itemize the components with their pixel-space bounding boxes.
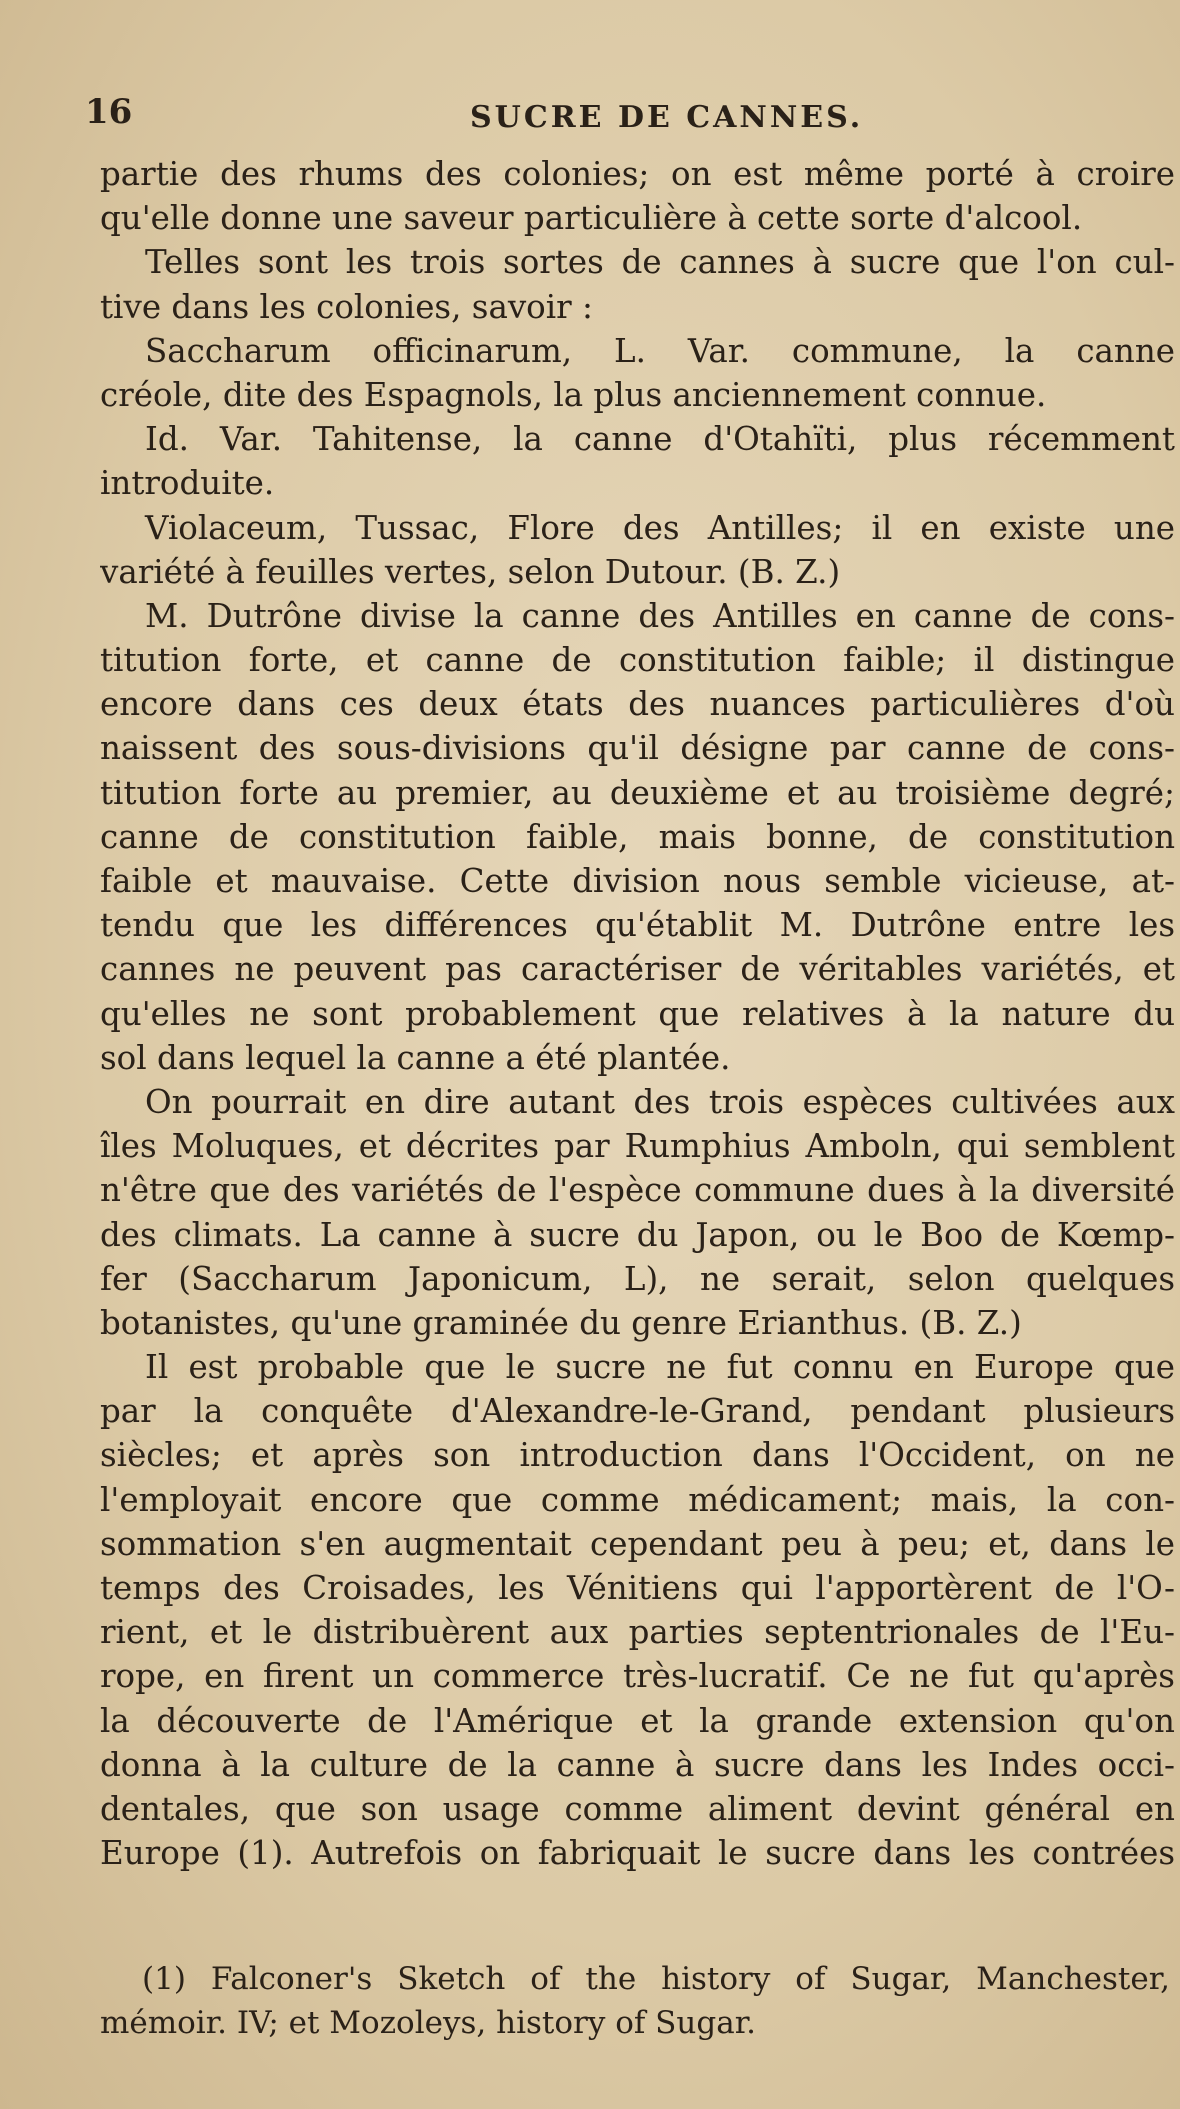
text-line: qu'elle donne une saveur particulière à cette sorte d'alcool. bbox=[100, 199, 1083, 238]
text-line: Telles sont les trois sortes de cannes à sucre que l'on cul- bbox=[145, 243, 1175, 282]
text-line: Saccharum officinarum, L. Var. commune, la canne bbox=[145, 331, 1175, 370]
footnote bbox=[100, 1957, 1170, 2045]
text-line: naissent des sous-divisions qu'il désigne par canne de cons- bbox=[100, 729, 1175, 768]
text-line: titution forte au premier, au deuxième et au troisième degré; bbox=[100, 773, 1175, 812]
text-line: variété à feuilles vertes, selon Dutour. (B. Z.) bbox=[100, 552, 841, 591]
text-line: sommation s'en augmentait cependant peu à peu; et, dans le bbox=[100, 1524, 1175, 1563]
text-line: la découverte de l'Amérique et la grande extension qu'on bbox=[100, 1701, 1175, 1740]
text-line: créole, dite des Espagnols, la plus anciennement connue. bbox=[100, 375, 1047, 414]
running-head: SUCRE DE CANNES. bbox=[470, 100, 864, 135]
text-line: donna à la culture de la canne à sucre dans les Indes occi- bbox=[100, 1745, 1175, 1784]
text-line: cannes ne peuvent pas caractériser de véritables variétés, et bbox=[100, 950, 1175, 989]
text-line: botanistes, qu'une graminée du genre Erianthus. (B. Z.) bbox=[100, 1303, 1022, 1342]
text-line: des climats. La canne à sucre du Japon, ou le Boo de Kœmp- bbox=[100, 1215, 1175, 1254]
text-line: encore dans ces deux états des nuances particulières d'où bbox=[100, 685, 1175, 724]
text-line: introduite. bbox=[100, 464, 275, 503]
text-line: On pourrait en dire autant des trois espèces cultivées aux bbox=[145, 1082, 1175, 1121]
text-line: temps des Croisades, les Vénitiens qui l'apportèrent de l'O- bbox=[100, 1569, 1175, 1607]
text-line: faible et mauvaise. Cette division nous semble vicieuse, at- bbox=[100, 862, 1175, 900]
text-line: dentales, que son usage comme aliment devint général en bbox=[100, 1789, 1175, 1828]
text-line: sol dans lequel la canne a été plantée. bbox=[100, 1038, 731, 1077]
text-line: Il est probable que le sucre ne fut connu en Europe que bbox=[145, 1348, 1175, 1387]
text-line: canne de constitution faible, mais bonne, de constitution bbox=[100, 817, 1175, 856]
text-line: qu'elles ne sont probablement que relatives à la nature du bbox=[100, 994, 1175, 1033]
text-line: l'employait encore que comme médicament; mais, la con- bbox=[100, 1480, 1175, 1519]
text-line: Id. Var. Tahitense, la canne d'Otahïti, plus récemment bbox=[145, 420, 1175, 459]
body-text bbox=[100, 152, 1175, 1875]
text-line: Europe (1). Autrefois on fabriquait le sucre dans les contrées bbox=[100, 1834, 1175, 1873]
text-line: îles Moluques, et décrites par Rumphius Amboln, qui semblent bbox=[100, 1127, 1175, 1166]
text-line: partie des rhums des colonies; on est même porté à croire bbox=[100, 155, 1175, 193]
text-line: tive dans les colonies, savoir : bbox=[100, 287, 593, 326]
text-line: par la conquête d'Alexandre-le-Grand, pendant plusieurs bbox=[100, 1392, 1175, 1431]
text-line: fer (Saccharum Japonicum, L), ne serait, selon quelques bbox=[100, 1259, 1175, 1298]
text-line: tendu que les différences qu'établit M. Dutrône entre les bbox=[100, 906, 1175, 945]
text-line: Violaceum, Tussac, Flore des Antilles; il en existe une bbox=[145, 508, 1175, 547]
text-line: n'être que des variétés de l'espèce commune dues à la diversité bbox=[100, 1171, 1175, 1210]
text-line: M. Dutrône divise la canne des Antilles en canne de cons- bbox=[145, 596, 1175, 635]
text-line: rient, et le distribuèrent aux parties septentrionales de l'Eu- bbox=[100, 1613, 1175, 1652]
text-line: titution forte, et canne de constitution faible; il distingue bbox=[100, 641, 1175, 680]
footnote-line: (1) Falconer's Sketch of the history of Sugar, Manchester, bbox=[142, 1961, 1170, 1997]
page-header bbox=[85, 92, 1165, 146]
page-number: 16 bbox=[85, 92, 133, 132]
footnote-line: mémoir. IV; et Mozoleys, history of Sugar. bbox=[100, 2005, 756, 2042]
text-line: siècles; et après son introduction dans l'Occident, on ne bbox=[100, 1436, 1175, 1475]
text-line: rope, en firent un commerce très-lucratif. Ce ne fut qu'après bbox=[100, 1657, 1175, 1696]
